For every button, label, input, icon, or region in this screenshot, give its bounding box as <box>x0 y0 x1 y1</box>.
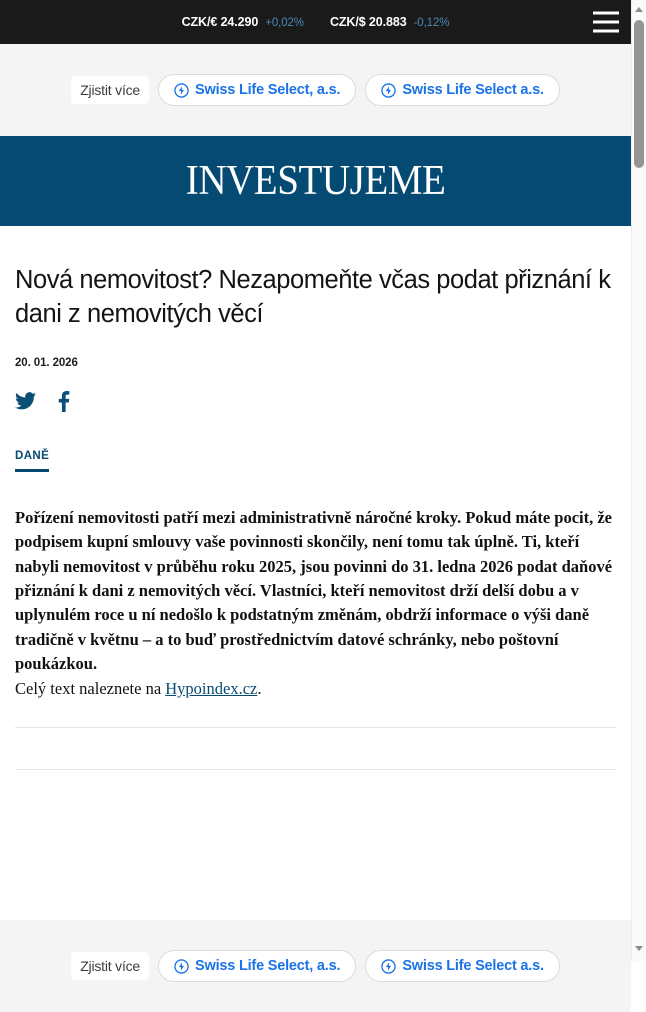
advertiser-badge-icon <box>381 83 396 98</box>
ticker-pair-label: CZK/$ 20.883 <box>329 15 407 29</box>
ticker-change-value: -0,12% <box>413 17 450 29</box>
bottom-ad-banner <box>0 920 631 1012</box>
scroll-up-arrow-icon[interactable] <box>632 2 646 16</box>
page-scrollbar[interactable] <box>631 0 645 961</box>
advertiser-badge-icon <box>174 959 189 974</box>
ad-pill-label: Swiss Life Select, a.s. <box>195 958 341 974</box>
currency-ticker-bar <box>0 0 631 44</box>
site-logo[interactable]: INVESTUJEME <box>185 158 446 204</box>
hamburger-bar <box>593 30 619 33</box>
article-date: 20. 01. 2026 <box>15 356 78 369</box>
ad-pill-label: Swiss Life Select a.s. <box>402 958 544 974</box>
hamburger-bar <box>593 12 619 15</box>
scroll-up-triangle <box>635 7 643 12</box>
category-underline <box>15 469 49 472</box>
scrollbar-thumb[interactable] <box>634 20 644 168</box>
top-ad-banner <box>0 44 631 136</box>
ad-pill-label: Swiss Life Select, a.s. <box>195 82 341 98</box>
advertiser-badge-icon <box>174 83 189 98</box>
ticker-item-czk-eur[interactable] <box>182 15 304 29</box>
source-suffix-text: . <box>257 678 262 698</box>
scroll-down-arrow-icon[interactable] <box>632 941 646 955</box>
article-header <box>0 264 631 472</box>
ad-pill-swiss-life-select-1[interactable] <box>158 74 356 106</box>
content-divider-bottom <box>15 769 616 770</box>
ad-pill-swiss-life-select-2[interactable] <box>365 74 559 106</box>
ticker-change-value: +0,02% <box>265 17 304 29</box>
article-lead-paragraph: Pořízení nemovitosti patří mezi administrativně náročné kroky. Pokud máte pocit, že podpisem kupní smlouvy vaše povinnosti skončily, není tomu tak úplně. Ti, kteří nabyli nemovitost v průběhu roku 2025, jsou povinni do 31. ledna 2026 podat daňové přiznání k dani z nemovitých věcí. Vlastníci, kteří nemovitost drží delší dobu a v uplynulém roce u ní nedošlo k podstatným změnám, obdrží informace o výši daně tradičně v květnu – a to buď prostřednictvím datové schránky, nebo poštovní poukázkou. <box>15 507 613 674</box>
article-title: Nová nemovitost? Nezapomeňte včas podat přiznání k dani z nemovitých věcí <box>15 266 611 328</box>
article-category-label[interactable]: DANĚ <box>15 449 50 462</box>
social-share-row <box>15 391 616 412</box>
ticker-pair-label: CZK/€ 24.290 <box>181 15 259 29</box>
scroll-down-triangle <box>635 946 643 951</box>
article-category-block <box>15 450 616 472</box>
hamburger-menu-icon[interactable] <box>593 12 619 33</box>
content-divider-top <box>15 727 616 728</box>
ticker-item-czk-usd[interactable] <box>330 15 449 29</box>
ad-pill-label: Swiss Life Select a.s. <box>402 82 544 98</box>
hypoindex-link[interactable]: Hypoindex.cz <box>165 678 258 698</box>
facebook-share-icon[interactable] <box>58 391 70 412</box>
source-prefix-text: Celý text naleznete na <box>15 678 166 698</box>
site-header <box>0 136 631 226</box>
article-source-line <box>15 677 616 701</box>
ad-pill-swiss-life-select-2[interactable] <box>365 950 559 982</box>
twitter-share-icon[interactable] <box>15 392 36 410</box>
advertiser-badge-icon <box>381 959 396 974</box>
ticker-items <box>182 15 450 29</box>
ad-learn-more-label[interactable]: Zjistit více <box>71 76 149 104</box>
article-body <box>0 506 631 701</box>
ad-pill-swiss-life-select-1[interactable] <box>158 950 356 982</box>
hamburger-bar <box>593 21 619 24</box>
ad-learn-more-label[interactable]: Zjistit více <box>71 952 149 980</box>
